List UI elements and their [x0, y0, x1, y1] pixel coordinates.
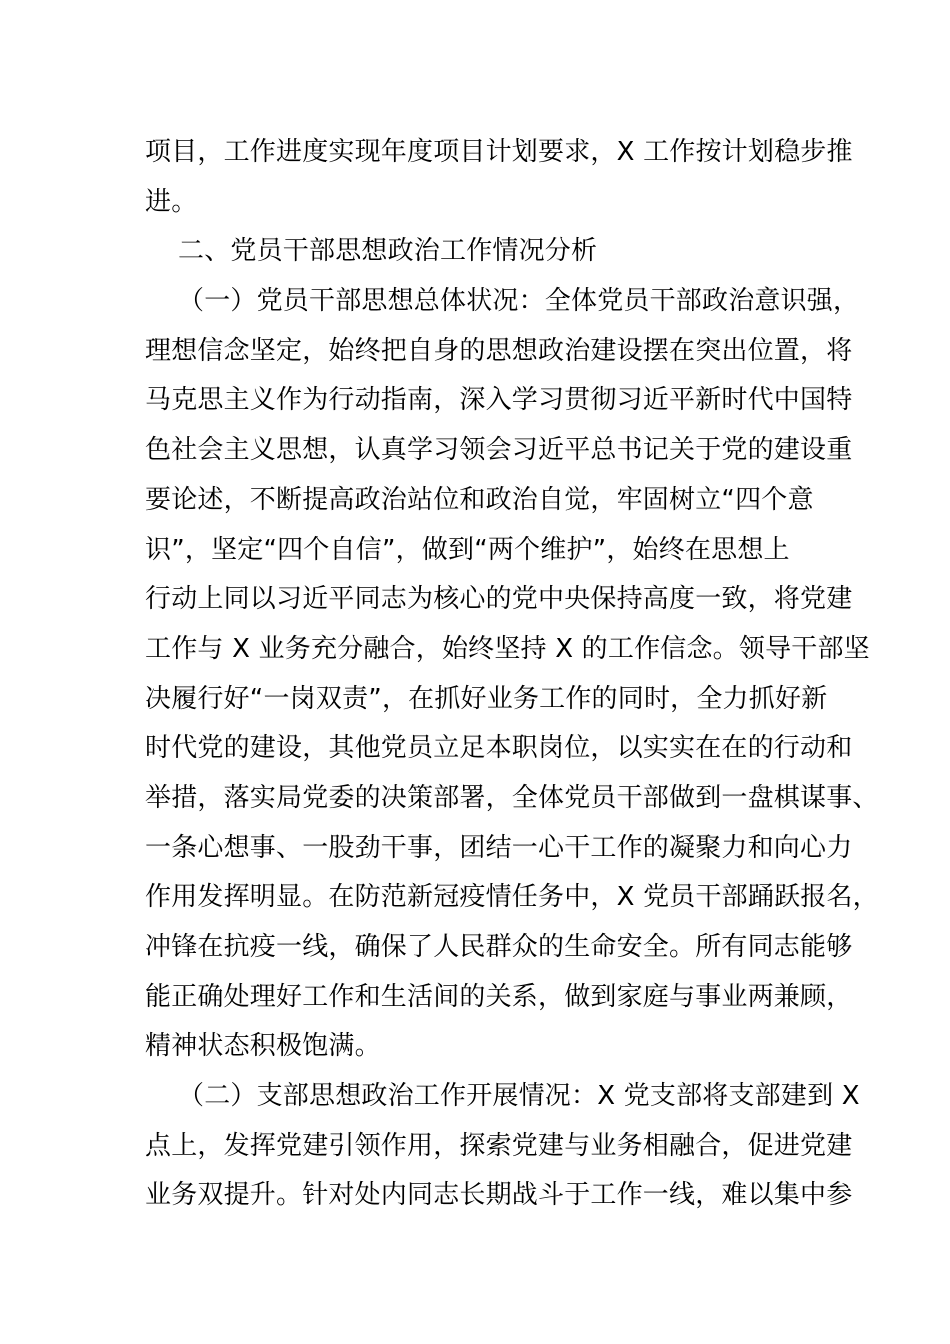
- text-line: 业务双提升。针对处内同志长期战斗于工作一线，难以集中参: [145, 1180, 853, 1210]
- text-line: 冲锋在抗疫一线，确保了人民群众的生命安全。所有同志能够: [145, 932, 853, 962]
- text-line: 时代党的建设，其他党员立足本职岗位，以实实在在的行动和: [145, 733, 853, 763]
- text-line: 行动上同以习近平同志为核心的党中央保持高度一致，将党建: [145, 584, 853, 614]
- text-line: 精神状态积极饱满。: [145, 1031, 381, 1061]
- text-line: 举措，落实局党委的决策部署，全体党员干部做到一盘棋谋事、: [145, 783, 879, 813]
- text-line: 作用发挥明显。在防范新冠疫情任务中，X 党员干部踊跃报名，: [145, 882, 879, 912]
- text-line: 项目，工作进度实现年度项目计划要求，X 工作按计划稳步推: [145, 137, 853, 167]
- text-line: 进。: [145, 187, 198, 217]
- section-heading: 二、党员干部思想政治工作情况分析: [178, 236, 598, 266]
- text-line: 马克思主义作为行动指南，深入学习贯彻习近平新时代中国特: [145, 385, 853, 415]
- text-line: 点上，发挥党建引领作用，探索党建与业务相融合，促进党建: [145, 1131, 853, 1161]
- text-line: 要论述，不断提高政治站位和政治自觉，牢固树立“四个意: [145, 485, 814, 515]
- text-line: 能正确处理好工作和生活间的关系，做到家庭与事业两兼顾，: [145, 982, 853, 1012]
- subsection-heading-line: （二）支部思想政治工作开展情况：X 党支部将支部建到 X: [178, 1081, 860, 1111]
- text-line: 一条心想事、一股劲干事，团结一心干工作的凝聚力和向心力: [145, 833, 853, 863]
- text-line: 识”，坚定“四个自信”，做到“两个维护”，始终在思想上: [145, 535, 790, 565]
- text-line: 色社会主义思想，认真学习领会习近平总书记关于党的建设重: [145, 435, 853, 465]
- text-line: 理想信念坚定，始终把自身的思想政治建设摆在突出位置，将: [145, 336, 853, 366]
- text-line: 工作与 X 业务充分融合，始终坚持 X 的工作信念。领导干部坚: [145, 634, 870, 664]
- subsection-heading-line: （一）党员干部思想总体状况：全体党员干部政治意识强，: [178, 286, 860, 316]
- text-line: 决履行好“一岗双责”，在抓好业务工作的同时，全力抓好新: [145, 684, 828, 714]
